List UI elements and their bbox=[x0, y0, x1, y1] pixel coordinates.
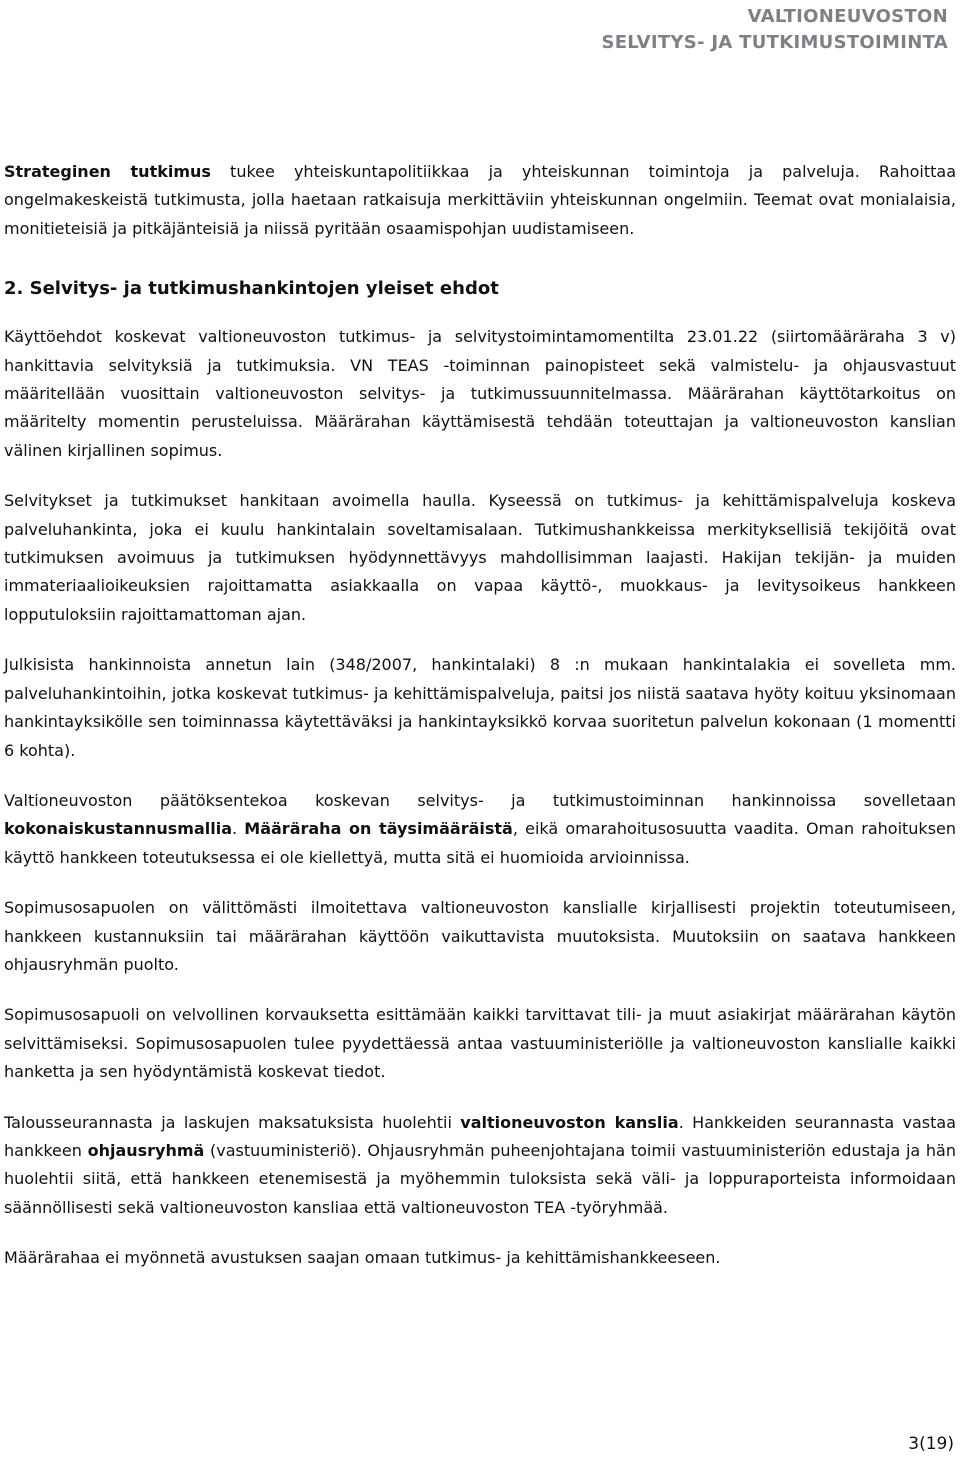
paragraph-no-grants: Määrärahaa ei myönnetä avustuksen saajan omaan tutkimus- ja kehittämishankkeeseen. bbox=[4, 1248, 721, 1268]
organization-header bbox=[601, 4, 948, 56]
strategic-research-term: Strateginen tutkimus bbox=[4, 162, 211, 181]
document-body bbox=[4, 158, 956, 1273]
paragraph-procurement-law: Julkisista hankinnoista annetun lain (348/2007, hankintalaki) 8 :n mukaan hankintalakia ei sovelleta mm. palveluhankintoihin, jotka koskevat tutkimus- ja kehittämispalveluja, paitsi jos niistä saatava hyöty koituu yksinomaan hankintayksikölle sen toiminnassa käytettäväksi ja hankintayksikkö korvaa suoritetun palvelun kokonaan (1 momentti 6 kohta). bbox=[4, 655, 956, 760]
full-funding-term: Määräraha on täysimääräistä bbox=[244, 819, 513, 839]
pmo-term: valtioneuvoston kanslia bbox=[460, 1112, 679, 1132]
steering-group-term: ohjausryhmä bbox=[87, 1140, 205, 1160]
header-line-2: SELVITYS- JA TUTKIMUSTOIMINTA bbox=[601, 32, 948, 53]
strategic-research-paragraph bbox=[4, 158, 956, 243]
page-number: 3(19) bbox=[908, 1434, 954, 1454]
strategic-research-text: tukee yhteiskuntapolitiikkaa ja yhteiskunnan toimintoja ja palveluja. Rahoittaa ongelmakeskeistä tutkimusta, jolla haetaan ratkaisuja merkittäviin yhteiskunnan ongelmiin. Teemat ovat monialaisia, monitieteisiä ja pitkäjänteisiä ja niissä pyritään osaamispohjan uudistamiseen. bbox=[4, 162, 956, 238]
section-heading: 2. Selvitys- ja tutkimushankintojen yleiset ehdot bbox=[4, 278, 499, 300]
paragraph-monitoring: Talousseurannasta ja laskujen maksatuksista huolehtii valtioneuvoston kanslia. Hankkeiden seurannasta vastaa hankkeen ohjausryhmä (vastuuministeriö). Ohjausryhmän puheenjohtajana toimii vastuuministeriön edustaja ja hän huolehtii siitä, että hankkeen etenemisestä ja myöhemmin tuloksista sekä väli- ja loppuraporteista informoidaan säännöllisesti sekä valtioneuvoston kansliaa että valtioneuvoston TEA -työryhmää. bbox=[4, 1112, 956, 1217]
paragraph-documents: Sopimusosapuoli on velvollinen korvauksetta esittämään kaikki tarvittavat tili- ja muut asiakirjat määrärahan käytön selvittämiseksi. Sopimusosapuolen tulee pyydettäessä antaa vastuuministeriölle ja valtioneuvoston kanslialle kaikki hanketta ja sen hyödyntämistä koskevat tiedot. bbox=[4, 1005, 956, 1082]
paragraph-change-notification: Sopimusosapuolen on välittömästi ilmoitettava valtioneuvoston kanslialle kirjallisesti projektin toteutumiseen, hankkeen kustannuksiin tai määrärahan käyttöön vaikuttavista muutoksista. Muutoksiin on saatava hankkeen ohjausryhmän puolto. bbox=[4, 898, 956, 974]
paragraph-open-call: Selvitykset ja tutkimukset hankitaan avoimella haulla. Kyseessä on tutkimus- ja kehittämispalveluja koskeva palveluhankinta, joka ei kuulu hankintalain soveltamisalaan. Tutkimushankkeissa merkityksellisiä tekijöitä ovat tutkimuksen avoimuus ja tutkimuksen hyödynnettävyys mahdollisimman laajasti. Hakijan tekijän- ja muiden immateriaalioikeuksien rajoittamatta asiakkaalla on vapaa käyttö-, muokkaus- ja levitysoikeus hankkeen lopputuloksiin rajoittamattoman ajan. bbox=[4, 491, 956, 624]
header-line-1: VALTIONEUVOSTON bbox=[747, 6, 948, 27]
full-cost-model-term: kokonaiskustannusmallia bbox=[4, 819, 233, 839]
paragraph-full-cost-model: Valtioneuvoston päätöksentekoa koskevan selvitys- ja tutkimustoiminnan hankinnoissa sovelletaan kokonaiskustannusmallia. Määräraha on täysimääräistä, eikä omarahoitusosuutta vaadita. Oman rahoituksen käyttö hankkeen toteutuksessa ei ole kiellettyä, mutta sitä ei huomioida arvioinnissa. bbox=[4, 790, 957, 867]
paragraph-terms-of-use: Käyttöehdot koskevat valtioneuvoston tutkimus- ja selvitystoimintamomentilta 23.01.22 (siirtomääräraha 3 v) hankittavia selvityksiä ja tutkimuksia. VN TEAS -toiminnan painopisteet sekä valmistelu- ja ohjausvastuut määritellään vuosittain valtioneuvoston selvitys- ja tutkimussuunnitelmassa. Määrärahan käyttötarkoitus on määritelty momentin perusteluissa. Määrärahan käyttämisestä tehdään toteuttajan ja valtioneuvoston kanslian välinen kirjallinen sopimus. bbox=[4, 327, 956, 460]
